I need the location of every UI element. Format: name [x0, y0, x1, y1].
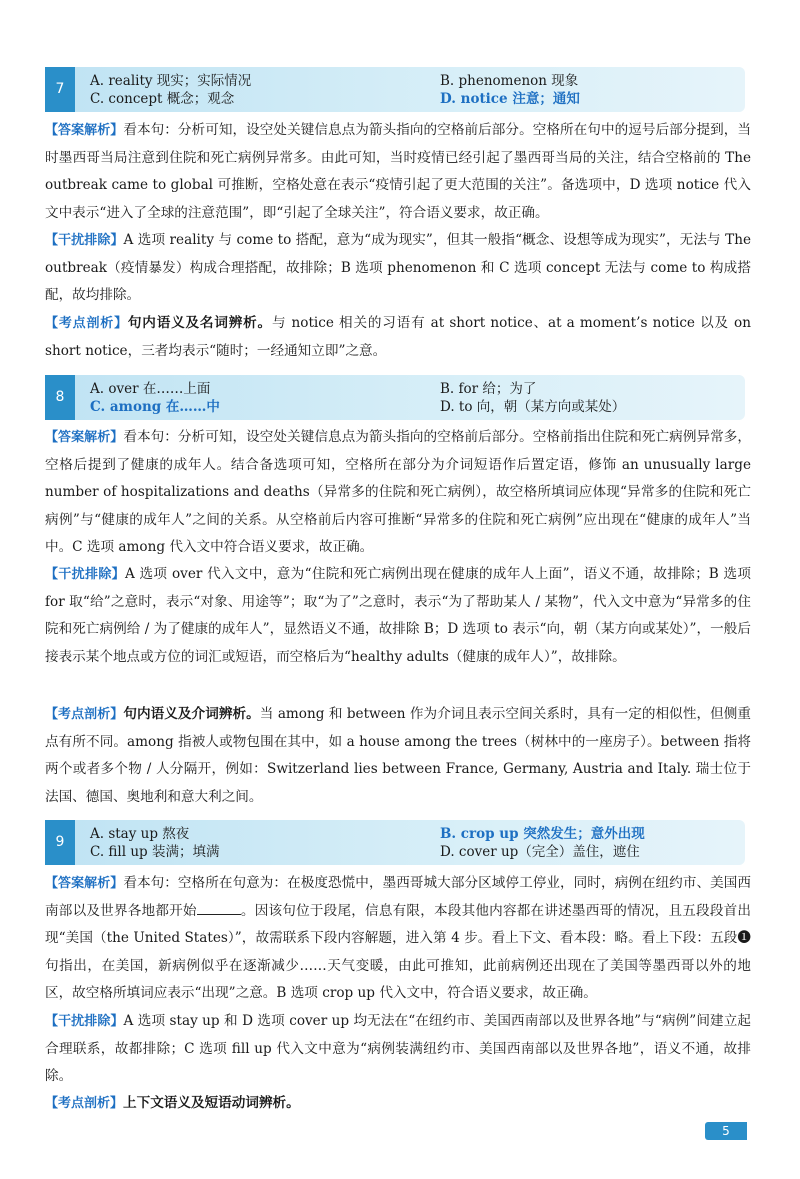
distractor-7 [45, 227, 751, 310]
option-b: B. for 给；为了 [440, 381, 537, 397]
point-analysis-text: 与 notice 相关的习语有 at short notice、at a moment’s notice 以及 on short notice，三者均表示“随时；一经通知立即”之意。 [45, 315, 751, 359]
answer-analysis-text: 看本句：分析可知，设空处关键信息点为箭头指向的空格前后部分。空格前指出住院和死亡病例异常多，空格后提到了健康的成年人。结合备选项可知，空格所在部分为介词短语作后置定语，修饰 an unusually large number of hospitalizations and deaths（异常多的住院和死亡病例），故空格所填词应体现“异常多的住院和死亡病例”与“健康的成年人”之间的关系。从空格前后内容可推断“异常多的住院和死亡病例”应出现在“健康的成年人”当中。C 选项 among 代入文中符合语义要求，故正确。 [45, 429, 751, 555]
option-d: D. cover up（完全）盖住，遮住 [440, 844, 640, 860]
option-b-correct: B. crop up 突然发生；意外出现 [440, 826, 645, 842]
point-analysis-tag: 【考点剖析】 [45, 316, 128, 331]
distractor-tag: 【干扰排除】 [45, 1014, 124, 1029]
point-analysis-tag: 【考点剖析】 [45, 707, 124, 722]
distractor-tag: 【干扰排除】 [45, 567, 126, 582]
point-analysis-9 [45, 1090, 751, 1118]
option-c: C. concept 概念；观念 [90, 91, 235, 107]
point-analysis-title: 上下文语义及短语动词辨析。 [123, 1095, 300, 1111]
option-c-correct: C. among 在……中 [90, 399, 220, 415]
distractor-8 [45, 561, 751, 671]
point-analysis-8 [45, 701, 751, 811]
answer-analysis-text-continued: 。因该句位于段尾，信息有限，本段其他内容都在讲述墨西哥的情况，且五段段首出现“美国（the United States）”，故需联系下段内容解题，进入第 4 步。看上下文、看本段：略。看上下段：五段❶句指出，在美国，新病例似乎在逐渐减少……天气变暖，由此可推知，此前病例还出现在了美国等墨西哥以外的地区，故空格所填词应表示“出现”之意。B 选项 crop up 代入文中，符合语义要求，故正确。 [45, 902, 752, 1001]
point-analysis-text: 当 among 和 between 作为介词且表示空间关系时，具有一定的相似性，但侧重点有所不同。among 指被人或物包围在其中，如 a house among the trees（树林中的一座房子）。between 指将两个或者多个物 / 人分隔开，例如：Switzerland lies between France, Germany, Austria and Italy. 瑞士位于法国、德国、奥地利和意大利之间。 [45, 706, 752, 805]
answer-analysis-9 [45, 870, 751, 1008]
option-a: A. stay up 熬夜 [90, 826, 190, 842]
answer-analysis-text: 看本句：空格所在句意为：在极度恐慌中，墨西哥城大部分区域停工停业，同时，病例在纽约市、美国西南部以及世界各地都开始 [45, 875, 751, 919]
option-a: A. over 在……上面 [90, 381, 211, 397]
option-c: C. fill up 装满；填满 [90, 844, 220, 860]
answer-analysis-tag: 【答案解析】 [45, 430, 124, 445]
question-number: 8 [45, 375, 75, 420]
point-analysis-title: 句内语义及名词辨析。 [127, 315, 272, 331]
option-d-correct: D. notice 注意；通知 [440, 91, 580, 107]
answer-analysis-7 [45, 117, 751, 227]
distractor-9 [45, 1008, 751, 1091]
answer-blank [197, 902, 241, 915]
option-b: B. phenomenon 现象 [440, 73, 579, 89]
answer-analysis-8 [45, 424, 751, 562]
option-d: D. to 向，朝（某方向或某处） [440, 399, 626, 415]
point-analysis-title: 句内语义及介词辨析。 [123, 706, 260, 722]
distractor-text: A 选项 over 代入文中，意为“住院和死亡病例出现在健康的成年人上面”，语义不通，故排除；B 选项 for 取“给”之意时，表示“对象、用途等”；取“为了”之意时，表示“为了帮助某人 / 某物”，代入文中意为“异常多的住院和死亡病例给 / 为了健康的成年人”，显然语义不通，故排除 B；D 选项 to 表示“向，朝（某方向或某处）”，一般后接表示某个地点或方位的词汇或短语，而空格后为“healthy adults（健康的成年人）”，故排除。 [45, 566, 751, 665]
answer-analysis-tag: 【答案解析】 [45, 123, 124, 138]
point-analysis-7 [45, 310, 751, 365]
answer-analysis-text: 看本句：分析可知，设空处关键信息点为箭头指向的空格前后部分。空格所在句中的逗号后部分提到，当时墨西哥当局注意到住院和死亡病例异常多。由此可知，当时疫情已经引起了墨西哥当局的关注，结合空格前的 The outbreak came to global 可推断，空格处意在表示“疫情引起了更大范围的关注”。备选项中，D 选项 notice 代入文中表示“进入了全球的注意范围”，即“引起了全球关注”，符合语义要求，故正确。 [45, 122, 751, 221]
answer-analysis-tag: 【答案解析】 [45, 876, 124, 891]
option-a: A. reality 现实；实际情况 [90, 73, 252, 89]
question-number: 9 [45, 820, 75, 865]
question-8-options-box [45, 375, 745, 420]
point-analysis-tag: 【考点剖析】 [45, 1096, 124, 1111]
distractor-text: A 选项 stay up 和 D 选项 cover up 均无法在“在纽约市、美国西南部以及世界各地”与“病例”间建立起合理联系，故都排除；C 选项 fill up 代入文中意为“病例装满纽约市、美国西南部以及世界各地”，语义不通，故排除。 [45, 1013, 751, 1084]
question-number: 7 [45, 67, 75, 112]
distractor-tag: 【干扰排除】 [45, 233, 124, 248]
page-number: 5 [705, 1122, 747, 1140]
question-9-options-box [45, 820, 745, 865]
question-7-options-box [45, 67, 745, 112]
distractor-text: A 选项 reality 与 come to 搭配，意为“成为现实”，但其一般指“概念、设想等成为现实”，无法与 The outbreak（疫情暴发）构成合理搭配，故排除；B 选项 phenomenon 和 C 选项 concept 无法与 come to 构成搭配，故均排除。 [45, 232, 751, 303]
